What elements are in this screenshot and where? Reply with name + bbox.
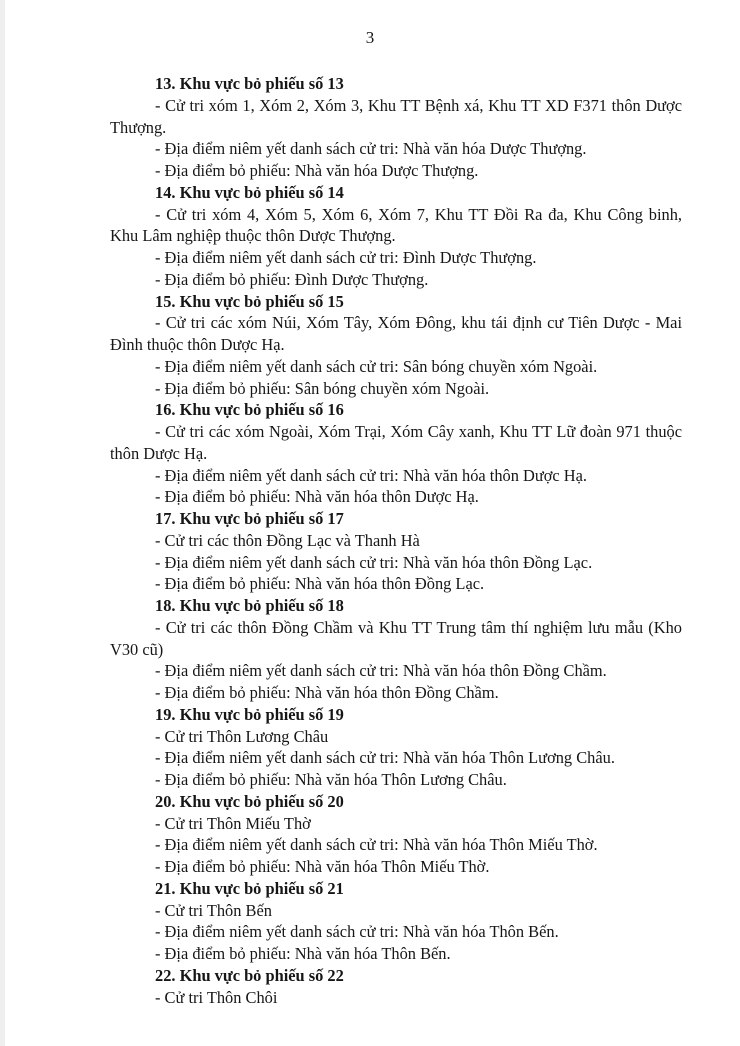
- voters-line: - Cử tri xóm 4, Xóm 5, Xóm 6, Xóm 7, Khu TT Đồi Ra đa, Khu Công binh, Khu Lâm nghiệp thuộc thôn Dược Thượng.: [110, 204, 682, 246]
- document-body: [110, 73, 682, 1008]
- voting-location: - Địa điểm bỏ phiếu: Nhà văn hóa Thôn Lương Châu.: [155, 770, 507, 789]
- list-posting-location: - Địa điểm niêm yết danh sách cử tri: Sân bóng chuyền xóm Ngoài.: [155, 356, 598, 376]
- scan-edge: [0, 0, 5, 1046]
- voters-line: - Cử tri các thôn Đồng Lạc và Thanh Hà: [155, 530, 420, 550]
- voters-line: - Cử tri Thôn Miếu Thờ: [155, 813, 311, 833]
- voters-line: - Cử tri các thôn Đồng Chầm và Khu TT Trung tâm thí nghiệm lưu mẫu (Kho V30 cũ): [110, 617, 682, 659]
- section-14: [110, 182, 682, 291]
- section-heading: 14. Khu vực bỏ phiếu số 14: [155, 182, 344, 202]
- list-posting-location: - Địa điểm niêm yết danh sách cử tri: Nhà văn hóa thôn Đồng Chầm.: [155, 661, 607, 681]
- voters-line: - Cử tri Thôn Chôi: [155, 987, 278, 1007]
- section-16: [110, 399, 682, 508]
- section-22: [110, 965, 682, 1009]
- voters-line: - Cử tri xóm 1, Xóm 2, Xóm 3, Khu TT Bệnh xá, Khu TT XD F371 thôn Dược Thượng.: [110, 95, 682, 137]
- list-posting-location: - Địa điểm niêm yết danh sách cử tri: Nhà văn hóa Thôn Lương Châu.: [155, 748, 615, 768]
- list-posting-location: - Địa điểm niêm yết danh sách cử tri: Nhà văn hóa Thôn Bến.: [155, 922, 559, 942]
- list-posting-location: - Địa điểm niêm yết danh sách cử tri: Nhà văn hóa Dược Thượng.: [155, 139, 587, 159]
- voters-line: - Cử tri các xóm Núi, Xóm Tây, Xóm Đông, khu tái định cư Tiên Dược - Mai Đình thuộc thôn Dược Hạ.: [110, 313, 682, 354]
- section-heading: 17. Khu vực bỏ phiếu số 17: [155, 509, 344, 528]
- section-20: [110, 791, 682, 878]
- voting-location: - Địa điểm bỏ phiếu: Nhà văn hóa thôn Đồng Chầm.: [155, 683, 499, 702]
- voting-location: - Địa điểm bỏ phiếu: Sân bóng chuyền xóm Ngoài.: [155, 378, 490, 398]
- voters-line: - Cử tri các xóm Ngoài, Xóm Trại, Xóm Cây xanh, Khu TT Lữ đoàn 971 thuộc thôn Dược Hạ.: [110, 422, 682, 463]
- section-heading: 22. Khu vực bỏ phiếu số 22: [155, 965, 344, 985]
- section-21: [110, 878, 682, 965]
- section-heading: 18. Khu vực bỏ phiếu số 18: [155, 596, 344, 615]
- voting-location: - Địa điểm bỏ phiếu: Nhà văn hóa thôn Đồng Lạc.: [155, 574, 485, 594]
- page-number: 3: [365, 28, 375, 47]
- list-posting-location: - Địa điểm niêm yết danh sách cử tri: Nhà văn hóa thôn Dược Hạ.: [155, 465, 587, 485]
- section-heading: 16. Khu vực bỏ phiếu số 16: [155, 400, 344, 420]
- list-posting-location: - Địa điểm niêm yết danh sách cử tri: Nhà văn hóa Thôn Miếu Thờ.: [155, 835, 598, 855]
- voting-location: - Địa điểm bỏ phiếu: Nhà văn hóa Dược Thượng.: [155, 161, 479, 180]
- voting-location: - Địa điểm bỏ phiếu: Nhà văn hóa Thôn Bến.: [155, 944, 451, 963]
- section-heading: 13. Khu vực bỏ phiếu số 13: [155, 74, 344, 93]
- section-heading: 20. Khu vực bỏ phiếu số 20: [155, 791, 344, 811]
- list-posting-location: - Địa điểm niêm yết danh sách cử tri: Đình Dược Thượng.: [155, 248, 537, 267]
- voters-line: - Cử tri Thôn Bến: [155, 900, 272, 920]
- section-19: [110, 704, 682, 791]
- section-18: [110, 595, 682, 704]
- section-heading: 21. Khu vực bỏ phiếu số 21: [155, 878, 344, 898]
- voting-location: - Địa điểm bỏ phiếu: Nhà văn hóa thôn Dược Hạ.: [155, 487, 479, 507]
- section-heading: 19. Khu vực bỏ phiếu số 19: [155, 704, 344, 724]
- section-heading: 15. Khu vực bỏ phiếu số 15: [155, 291, 344, 311]
- voting-location: - Địa điểm bỏ phiếu: Nhà văn hóa Thôn Miếu Thờ.: [155, 857, 490, 876]
- section-17: [110, 508, 682, 595]
- section-13: [110, 73, 682, 182]
- section-15: [110, 291, 682, 400]
- voters-line: - Cử tri Thôn Lương Châu: [155, 726, 329, 746]
- voting-location: - Địa điểm bỏ phiếu: Đình Dược Thượng.: [155, 269, 429, 289]
- list-posting-location: - Địa điểm niêm yết danh sách cử tri: Nhà văn hóa thôn Đồng Lạc.: [155, 552, 593, 572]
